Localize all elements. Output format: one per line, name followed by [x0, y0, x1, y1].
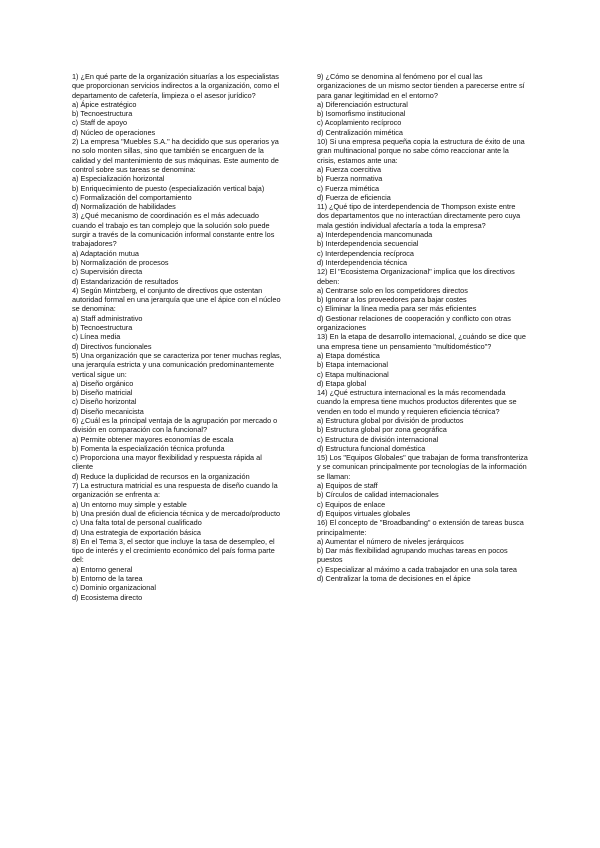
answer-option: c) Especializar al máximo a cada trabajador en una sola tarea	[317, 564, 517, 574]
answer-option: d) Normalización de habilidades	[72, 202, 176, 212]
answer-option: a) Interdependencia mancomunada	[317, 230, 433, 240]
answer-option: d) Fuerza de eficiencia	[317, 192, 391, 202]
question-text: 16) El concepto de "Broadbanding" o extensión de tareas busca principalmente:	[317, 518, 524, 537]
question-block	[72, 416, 284, 481]
answer-option: d) Etapa global	[317, 378, 367, 388]
question-block	[317, 453, 529, 518]
question-text: 2) La empresa "Muebles S.A." ha decidido que sus operarios ya no solo monten sillas, sino que también se encarguen de la calidad y del mantenimiento de sus máquinas. Este aumento de control sobre sus tareas se denomina:	[72, 137, 279, 174]
answer-option: c) Staff de apoyo	[72, 118, 128, 128]
answer-option: b) Diseño matricial	[72, 388, 133, 398]
question-block	[317, 332, 529, 388]
answer-option: a) Ápice estratégico	[72, 99, 137, 109]
answer-option: a) Entorno general	[72, 564, 133, 574]
answer-option: d) Equipos virtuales globales	[317, 508, 411, 518]
answer-option: b) Enriquecimiento de puesto (especialización vertical baja)	[72, 183, 265, 193]
answer-option: a) Centrarse solo en los competidores directos	[317, 285, 468, 295]
answer-option: c) Acoplamiento recíproco	[317, 118, 402, 128]
answer-option: d) Una estrategia de exportación básica	[72, 527, 201, 537]
answer-option: b) Fuerza normativa	[317, 174, 383, 184]
answer-option: a) Diferenciación estructural	[317, 99, 408, 109]
answer-option: b) Dar más flexibilidad agrupando muchas tareas en pocos puestos	[317, 546, 508, 565]
answer-option: c) Fuerza mimética	[317, 183, 380, 193]
question-text: 12) El "Ecosistema Organizacional" implica que los directivos deben:	[317, 267, 515, 286]
question-block	[317, 388, 529, 453]
question-text: 14) ¿Qué estructura internacional es la más recomendada cuando la empresa tiene muchos productos diferentes que se venden en todo el mundo y requieren eficiencia técnica?	[317, 388, 517, 416]
question-text: 13) En la etapa de desarrollo internacional, ¿cuándo se dice que una empresa tiene un pensamiento "multidoméstico"?	[317, 332, 526, 351]
question-block	[317, 518, 529, 583]
answer-option: b) Fomenta la especialización técnica profunda	[72, 443, 225, 453]
answer-option: b) Círculos de calidad internacionales	[317, 490, 439, 500]
answer-option: c) Etapa multinacional	[317, 369, 389, 379]
question-block	[72, 286, 284, 351]
answer-option: b) Tecnoestructura	[72, 109, 133, 119]
question-text: 10) Si una empresa pequeña copia la estructura de éxito de una gran multinacional porque no sabe cómo reaccionar ante la crisis, estamos ante una:	[317, 137, 525, 165]
answer-option: d) Interdependencia técnica	[317, 257, 408, 267]
right-column	[317, 72, 529, 583]
answer-option: b) Interdependencia secuencial	[317, 239, 419, 249]
answer-option: a) Especialización horizontal	[72, 174, 165, 184]
answer-option: c) Línea media	[72, 332, 121, 342]
answer-option: b) Una presión dual de eficiencia técnica y de mercado/producto	[72, 508, 281, 518]
answer-option: a) Fuerza coercitiva	[317, 164, 382, 174]
answer-option: c) Supervisión directa	[72, 267, 143, 277]
answer-option: b) Ignorar a los proveedores para bajar costes	[317, 295, 467, 305]
answer-option: c) Diseño horizontal	[72, 397, 137, 407]
question-block	[317, 137, 529, 202]
answer-option: b) Normalización de procesos	[72, 257, 169, 267]
answer-option: c) Interdependencia recíproca	[317, 248, 414, 258]
question-text: 9) ¿Cómo se denomina al fenómeno por el cual las organizaciones de un mismo sector tienden a parecerse entre sí para ganar legitimidad en el entorno?	[317, 72, 525, 100]
answer-option: c) Dominio organizacional	[72, 583, 156, 593]
answer-option: c) Una falta total de personal cualificado	[72, 518, 202, 528]
answer-option: d) Estandarización de resultados	[72, 276, 179, 286]
answer-option: d) Ecosistema directo	[72, 592, 143, 602]
question-text: 15) Los "Equipos Globales" que trabajan de forma transfronteriza y se comunican principalmente por tecnologías de la información se llaman:	[317, 453, 528, 481]
left-column	[72, 72, 284, 602]
answer-option: d) Centralización mimética	[317, 127, 403, 137]
question-text: 3) ¿Qué mecanismo de coordinación es el más adecuado cuando el trabajo es tan complejo que la solución solo puede surgir a través de la comunicación informal constante entre los trabajadores?	[72, 211, 275, 249]
question-block	[72, 137, 284, 211]
answer-option: a) Diseño orgánico	[72, 378, 134, 388]
answer-option: c) Formalización del comportamiento	[72, 192, 192, 202]
question-block	[317, 72, 529, 137]
answer-option: d) Gestionar relaciones de cooperación y conflicto con otras organizaciones	[317, 313, 511, 333]
answer-option: a) Aumentar el número de niveles jerárquicos	[317, 536, 464, 546]
answer-option: c) Estructura de división internacional	[317, 434, 439, 444]
answer-option: c) Equipos de enlace	[317, 499, 386, 509]
question-block	[72, 481, 284, 537]
question-text: 6) ¿Cuál es la principal ventaja de la agrupación por mercado o división en comparación con la funcional?	[72, 415, 278, 435]
question-text: 11) ¿Qué tipo de interdependencia de Thompson existe entre dos departamentos que no interactúan directamente pero cuya mala gestión individual afectaría a toda la empresa?	[317, 202, 521, 230]
answer-option: d) Reduce la duplicidad de recursos en la organización	[72, 471, 250, 481]
answer-option: a) Un entorno muy simple y estable	[72, 499, 187, 509]
question-text: 1) ¿En qué parte de la organización situarías a los especialistas que proporcionan servicios indirectos a la organización, como el departamento de cafetería, limpieza o el asesor jurídico?	[72, 72, 280, 100]
answer-option: b) Tecnoestructura	[72, 323, 133, 333]
answer-option: b) Isomorfismo institucional	[317, 109, 406, 119]
answer-option: a) Adaptación mutua	[72, 248, 139, 258]
question-block	[72, 211, 284, 285]
answer-option: a) Estructura global por división de productos	[317, 415, 464, 425]
question-text: 5) Una organización que se caracteriza por tener muchas reglas, una jerarquía estricta y una comunicación predominantemente vertical sigue un:	[72, 350, 282, 379]
answer-option: b) Estructura global por zona geográfica	[317, 425, 447, 435]
answer-option: a) Etapa doméstica	[317, 350, 380, 360]
question-text: 4) Según Mintzberg, el conjunto de directivos que ostentan autoridad formal en una jerarquía que une el ápice con el núcleo se denomina:	[72, 285, 281, 314]
answer-option: d) Diseño mecanicista	[72, 406, 144, 416]
answer-option: d) Directivos funcionales	[72, 341, 152, 351]
answer-option: d) Estructura funcional doméstica	[317, 443, 426, 453]
answer-option: a) Permite obtener mayores economías de escala	[72, 434, 234, 444]
answer-option: c) Proporciona una mayor flexibilidad y respuesta rápida al cliente	[72, 453, 262, 472]
question-block	[72, 537, 284, 602]
question-text: 8) En el Tema 3, el sector que incluye la tasa de desempleo, el tipo de interés y el crecimiento económico del país forma parte del:	[72, 536, 275, 565]
answer-option: d) Centralizar la toma de decisiones en el ápice	[317, 574, 471, 584]
answer-option: b) Etapa internacional	[317, 360, 388, 370]
question-block	[72, 351, 284, 416]
answer-option: c) Eliminar la línea media para ser más eficientes	[317, 304, 477, 314]
question-text: 7) La estructura matricial es una respuesta de diseño cuando la organización se enfrenta a:	[72, 481, 278, 500]
answer-option: d) Núcleo de operaciones	[72, 127, 156, 137]
answer-option: a) Staff administrativo	[72, 313, 143, 323]
answer-option: b) Entorno de la tarea	[72, 574, 143, 584]
question-block	[317, 267, 529, 332]
question-block	[72, 72, 284, 137]
question-block	[317, 202, 529, 267]
answer-option: a) Equipos de staff	[317, 481, 378, 491]
